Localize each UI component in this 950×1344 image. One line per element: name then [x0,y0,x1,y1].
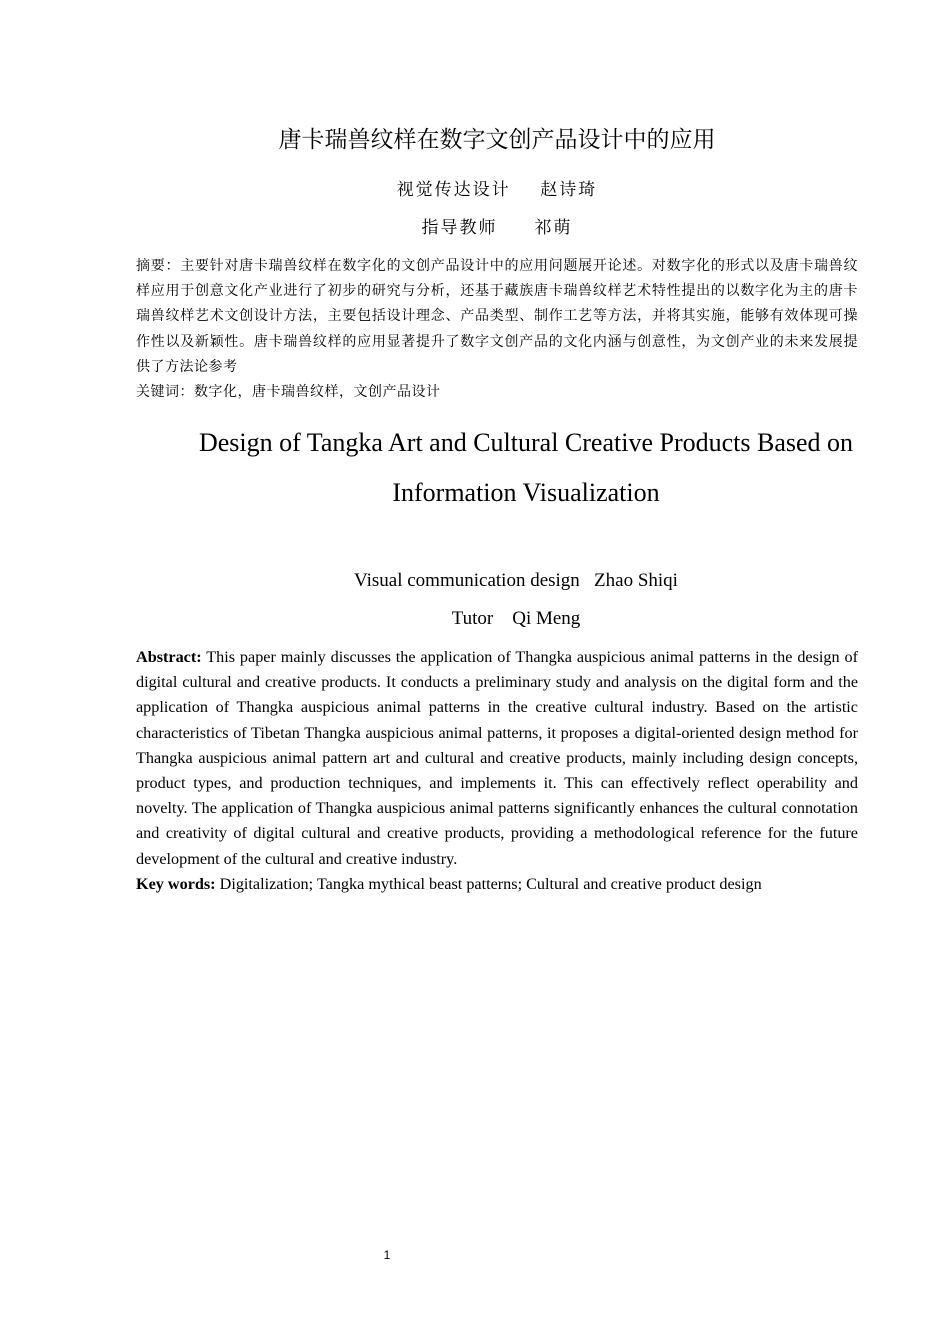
page-number: 1 [383,1248,391,1262]
english-author-line: Visual communication design Zhao Shiqi [354,570,678,591]
chinese-abstract [136,254,858,380]
english-keywords-label: Key words: [136,875,216,893]
english-tutor-line: Tutor Qi Meng [451,608,581,629]
chinese-abstract-label: 摘要： [136,258,181,274]
english-title [136,418,916,518]
chinese-abstract-text: 主要针对唐卡瑞兽纹样在数字化的文创产品设计中的应用问题展开论述。对数字化的形式以及唐卡瑞兽纹样应用于创意文化产业进行了初步的研究与分析，还基于藏族唐卡瑞兽纹样艺术特性提出的以数字化为主的唐卡瑞兽纹样艺术文创设计方法，主要包括设计理念、产品类型、制作工艺等方法，并将其实施，能够有效体现可操作性以及新颖性。唐卡瑞兽纹样的应用显著提升了数字文创产品的文化内涵与创意性，为文创产业的未来发展提供了方法论参考 [136,258,858,375]
chinese-tutor-line: 指导教师 祁萌 [421,218,573,238]
chinese-title: 唐卡瑞兽纹样在数字文创产品设计中的应用 [278,127,716,153]
chinese-keywords [136,380,858,405]
english-abstract [136,645,858,872]
english-abstract-label: Abstract: [136,648,202,666]
english-title-line-2: Information Visualization [392,478,660,507]
english-keywords-text: Digitalization; Tangka mythical beast patterns; Cultural and creative product design [215,875,762,893]
chinese-keywords-text: 数字化，唐卡瑞兽纹样，文创产品设计 [194,384,441,400]
english-title-line-1: Design of Tangka Art and Cultural Creative Products Based on [198,428,854,457]
chinese-keywords-label: 关键词： [136,384,194,400]
english-abstract-text: This paper mainly discusses the application of Thangka auspicious animal patterns in the design of digital cultural and creative products. It conducts a preliminary study and analysis on the digital form and the application of Thangka auspicious animal patterns in the creative cultural industry. Based on the artistic characteristics of Tibetan Thangka auspicious animal patterns, it proposes a digital-oriented design method for Thangka auspicious animal pattern art and cultural and creative products, mainly including design concepts, product types, and production techniques, and implements it. This can effectively reflect operability and novelty. The application of Thangka auspicious animal patterns significantly enhances the cultural connotation and creativity of digital cultural and creative products, providing a methodological reference for the future development of the cultural and creative industry. [136,648,858,868]
english-keywords [136,872,858,897]
chinese-author-line: 视觉传达设计 赵诗琦 [396,180,598,200]
